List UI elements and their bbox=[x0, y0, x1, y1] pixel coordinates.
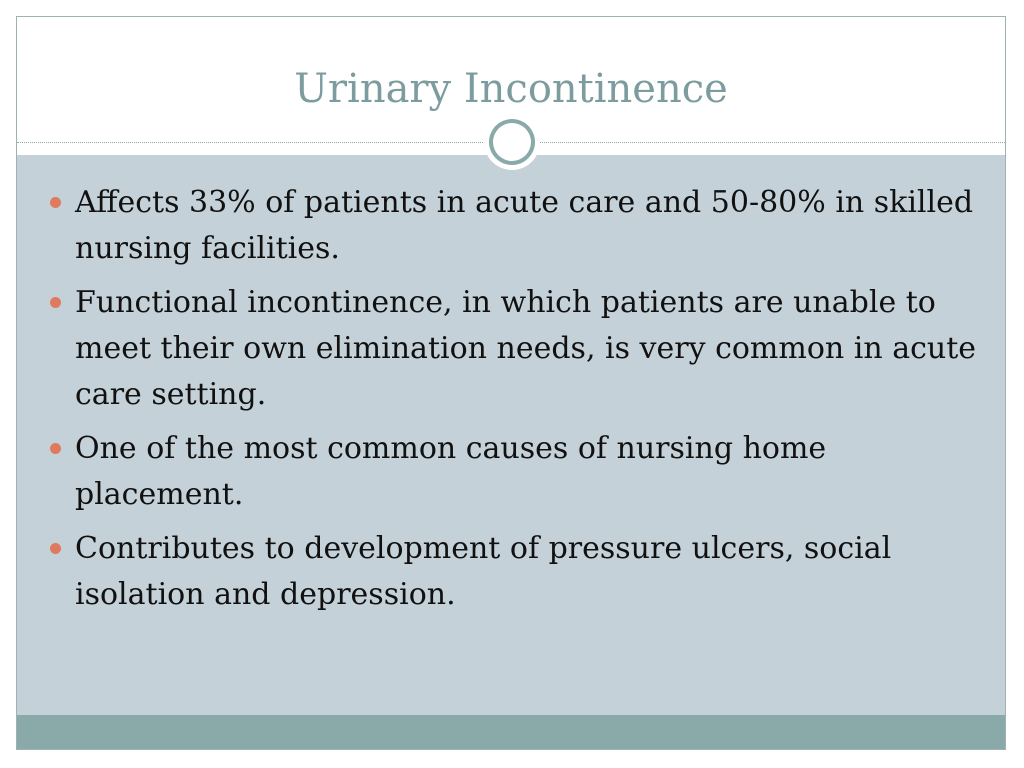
bullet-item bbox=[50, 526, 980, 618]
bullet-dot-icon bbox=[50, 543, 61, 554]
bullet-item bbox=[50, 280, 980, 418]
bullet-dot-icon bbox=[50, 197, 61, 208]
bullet-text: Functional incontinence, in which patients are unable to meet their own elimination needs, is very common in acute care setting. bbox=[75, 285, 977, 412]
slide-title: Urinary Incontinence bbox=[294, 66, 728, 112]
bullet-dot-icon bbox=[50, 297, 61, 308]
bullet-item bbox=[50, 180, 980, 272]
bottom-accent-bar bbox=[17, 715, 1005, 749]
bullet-item bbox=[50, 426, 980, 518]
bullet-dot-icon bbox=[50, 443, 61, 454]
bullet-text: Affects 33% of patients in acute care and 50-80% in skilled nursing facilities. bbox=[75, 185, 974, 266]
bullet-text: Contributes to development of pressure ulcers, social isolation and depression. bbox=[75, 531, 892, 612]
bullet-text: One of the most common causes of nursing home placement. bbox=[75, 431, 827, 512]
circle-ornament-icon bbox=[484, 114, 540, 170]
bullet-list bbox=[50, 180, 980, 626]
